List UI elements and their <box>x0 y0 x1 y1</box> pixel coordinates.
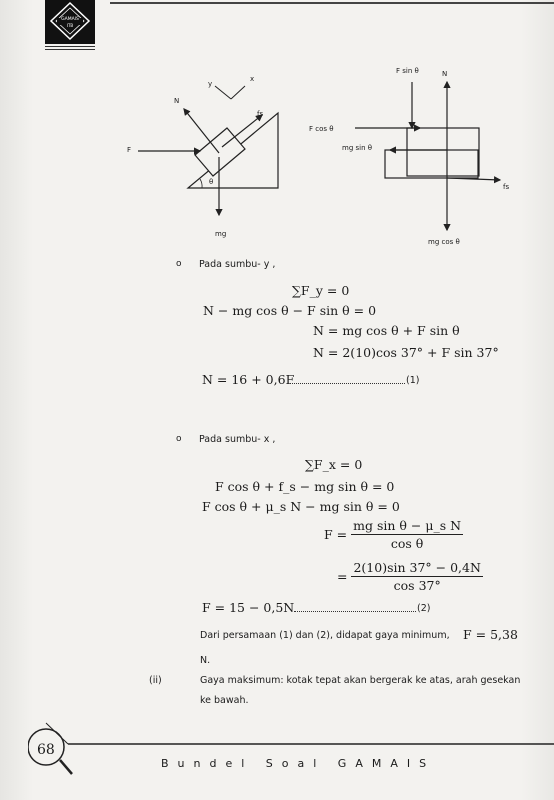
logo-text-bottom: ITB <box>66 23 74 28</box>
eq-sum-fy: ∑F_y = 0 <box>292 283 350 298</box>
label-fsin: F sin θ <box>396 67 419 75</box>
gamais-logo <box>45 0 95 44</box>
bullet-x: o <box>176 434 182 444</box>
item-ii-line-1: Gaya maksimum: kotak tepat akan bergerak ke atas, arah gesekan <box>200 675 521 686</box>
y-axis-line <box>215 86 231 99</box>
eq-x-4-fraction <box>351 518 463 551</box>
conclusion-value: F = 5,38 <box>463 627 518 642</box>
x-axis-line <box>231 86 245 99</box>
incline-diagram <box>110 65 300 250</box>
eq-x-6: F = 15 − 0,5N <box>202 600 295 615</box>
logo-underline-1 <box>45 46 95 47</box>
fbd-box-top <box>407 128 479 176</box>
eq-x-5-den: cos 37° <box>393 578 441 593</box>
eq-y-5-leader <box>287 383 405 384</box>
label-fcos: F cos θ <box>309 125 334 133</box>
bullet-y: o <box>176 259 182 269</box>
fbd-box-bottom <box>385 150 478 178</box>
eq-x-6-tag: (2) <box>417 603 431 614</box>
angle-arc <box>200 179 202 188</box>
section-x-title: Pada sumbu- x , <box>199 434 276 445</box>
eq-x-4 <box>324 518 463 551</box>
label-mg-left: mg <box>215 230 227 238</box>
label-fs-right: fs <box>503 183 510 191</box>
eq-y-4: N = 2(10)cos 37° + F sin 37° <box>313 345 499 360</box>
eq-x-3: F cos θ + μ_s N − mg sin θ = 0 <box>202 499 400 514</box>
eq-x-5: = $\frac{2(10)\sin 37^\circ - 0,4N}{\cos 37^\circ}$ <box>337 560 481 593</box>
eq-x-4-lhs: F = <box>324 527 348 542</box>
conclusion-line-1: Dari persamaan (1) dan (2), didapat gaya minimum, <box>200 630 450 641</box>
eq-y-2: N − mg cos θ − F sin θ = 0 <box>203 303 377 318</box>
top-rule <box>110 2 554 4</box>
label-fs-left: fs <box>257 110 264 118</box>
eq-x-4-num: mg sin θ − μ_s N <box>353 518 462 533</box>
label-F: F <box>127 146 132 154</box>
label-N-left: N <box>174 97 180 105</box>
logo-underline-2 <box>45 49 95 50</box>
footer-title: Bundel Soal GAMAIS <box>161 757 436 770</box>
eq-y-3: N = mg cos θ + F sin θ <box>313 323 460 338</box>
page-number: 68 <box>37 742 55 758</box>
item-ii-line-2: ke bawah. <box>200 695 249 706</box>
section-y-title: Pada sumbu- y , <box>199 259 276 270</box>
eq-sum-fx: ∑F_x = 0 <box>305 457 363 472</box>
free-body-diagram <box>340 70 520 245</box>
normal-force-arrow <box>184 109 219 153</box>
label-mgcos: mg cos θ <box>428 238 460 246</box>
eq-y-5: N = 16 + 0,6F <box>202 372 295 387</box>
eq-x-5-num: 2(10)sin 37° − 0,4N <box>353 560 481 575</box>
label-x: x <box>250 75 255 83</box>
label-theta: θ <box>209 178 214 186</box>
logo-emblem-icon <box>45 0 95 44</box>
conclusion-line-2: N. <box>200 655 211 666</box>
eq-x-2: F cos θ + f_s − mg sin θ = 0 <box>215 479 395 494</box>
eq-x-6-leader <box>294 611 416 612</box>
logo-text-top: GAMAIS <box>61 17 79 22</box>
label-N-right: N <box>442 70 448 78</box>
eq-x-5-fraction <box>351 560 482 593</box>
eq-y-5-tag: (1) <box>406 375 420 386</box>
eq-x-4-den: cos θ <box>390 536 424 551</box>
label-mgsin: mg sin θ <box>342 144 373 152</box>
label-y: y <box>208 80 213 88</box>
item-ii-marker: (ii) <box>149 675 162 686</box>
